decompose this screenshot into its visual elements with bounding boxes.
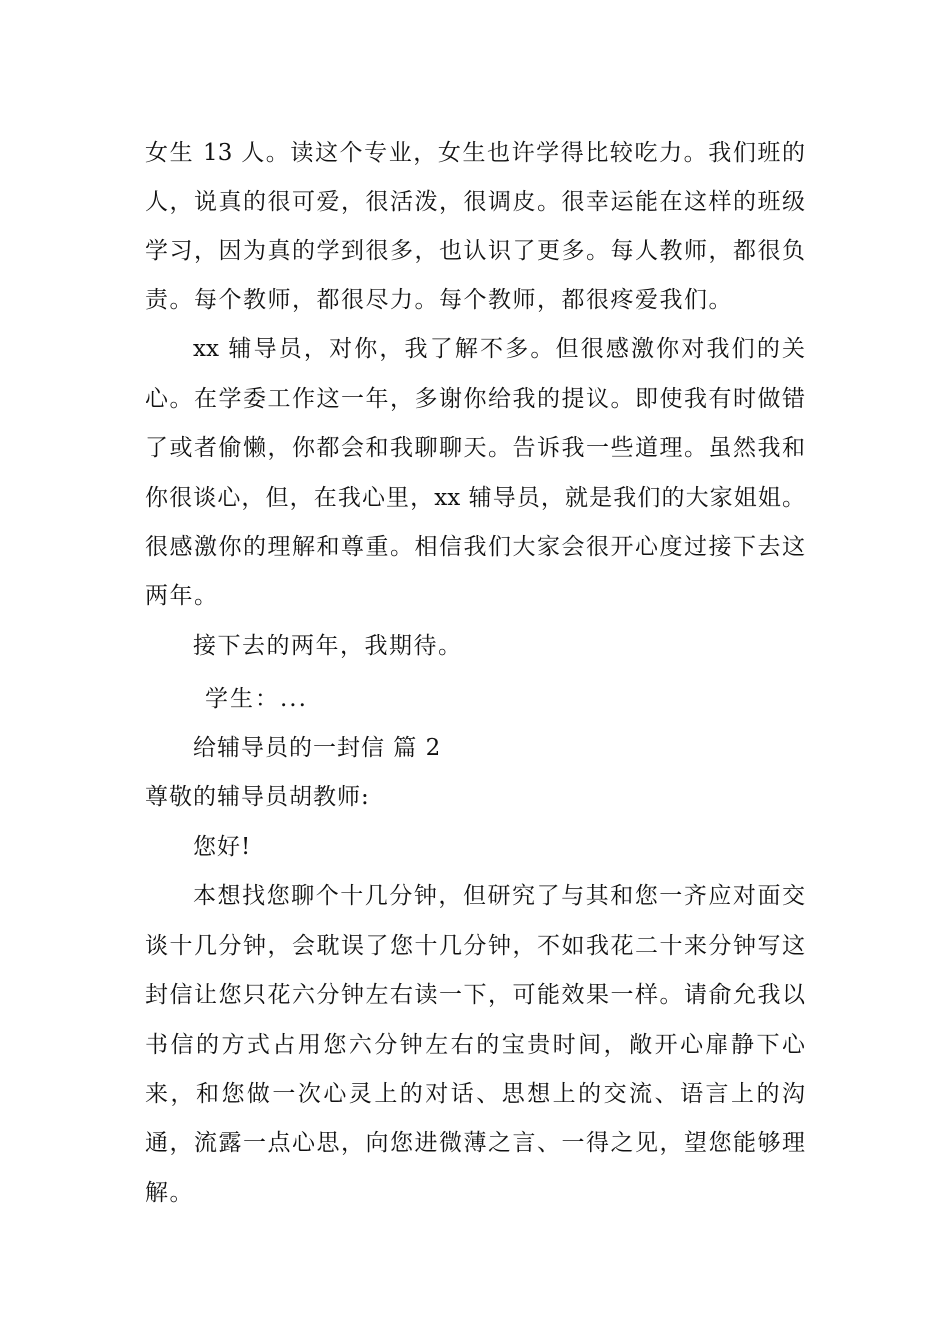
text-line: xx 辅导员，对你，我了解不多。但很感激你对我们的关 xyxy=(193,336,805,362)
text-line: 封信让您只花六分钟左右读一下，可能效果一样。请俞允我以 xyxy=(145,982,805,1008)
text-line: 了或者偷懒，你都会和我聊聊天。告诉我一些道理。虽然我和 xyxy=(145,435,805,461)
text-line: 本想找您聊个十几分钟，但研究了与其和您一齐应对面交 xyxy=(193,883,805,909)
text-line: 责。每个教师，都很尽力。每个教师，都很疼爱我们。 xyxy=(145,287,733,313)
text-line: 书信的方式占用您六分钟左右的宝贵时间，敞开心扉静下心 xyxy=(145,1032,805,1058)
text-line: 两年。 xyxy=(145,583,219,609)
text-line: 来，和您做一次心灵上的对话、思想上的交流、语言上的沟 xyxy=(145,1081,805,1107)
text-line: 解。 xyxy=(145,1180,194,1206)
text-line: 很感激你的理解和尊重。相信我们大家会很开心度过接下去这 xyxy=(145,534,805,560)
salutation: 尊敬的辅导员胡教师: xyxy=(145,784,370,810)
section-heading: 给辅导员的一封信 篇 2 xyxy=(193,735,442,761)
greeting: 您好! xyxy=(193,834,252,860)
text-line: 女生 13 人。读这个专业，女生也许学得比较吃力。我们班的 xyxy=(145,140,805,166)
text-line: 通，流露一点心思，向您进微薄之言、一得之见，望您能够理 xyxy=(145,1130,805,1156)
text-line: 谈十几分钟，会耽误了您十几分钟，不如我花二十来分钟写这 xyxy=(145,933,805,959)
text-line: 人，说真的很可爱，很活泼，很调皮。很幸运能在这样的班级 xyxy=(145,189,805,215)
text-line: 你很谈心，但，在我心里，xx 辅导员，就是我们的大家姐姐。 xyxy=(145,485,805,511)
text-line: 心。在学委工作这一年，多谢你给我的提议。即使我有时做错 xyxy=(145,386,805,412)
text-line: 接下去的两年，我期待。 xyxy=(193,633,463,659)
signature-line: 学生：... xyxy=(205,686,308,712)
text-line: 学习，因为真的学到很多，也认识了更多。每人教师，都很负 xyxy=(145,238,805,264)
